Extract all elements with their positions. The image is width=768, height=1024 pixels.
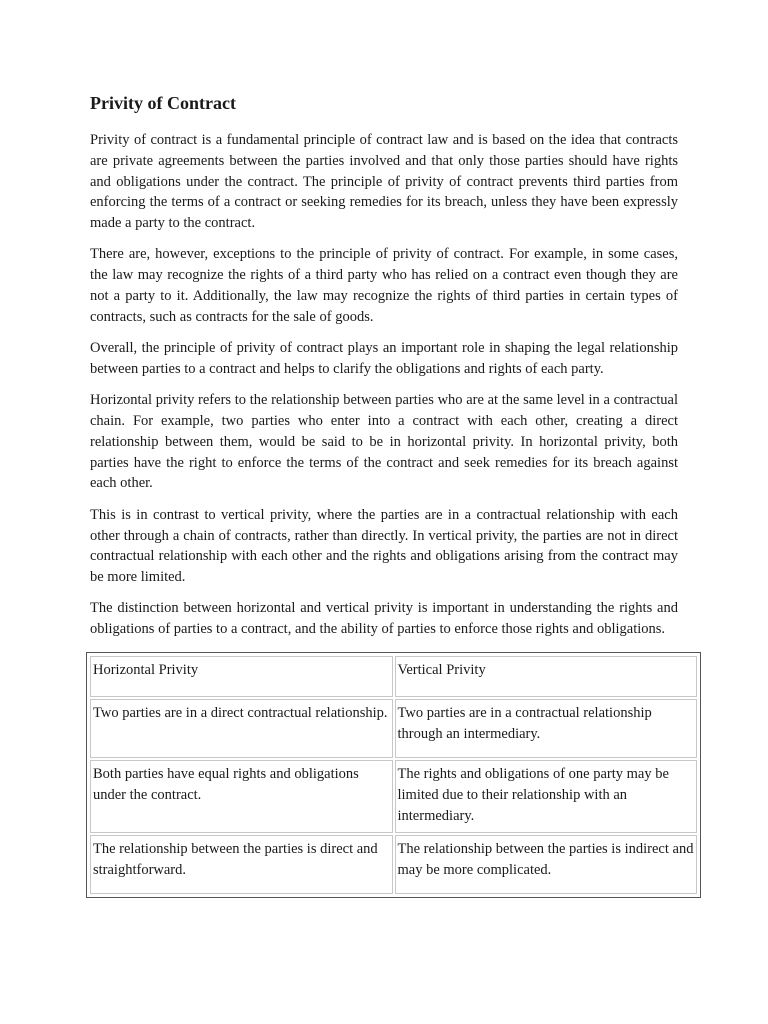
table-cell: The relationship between the parties is indirect and may be more complicated. <box>395 835 698 894</box>
table-row <box>90 699 697 758</box>
table-cell: The relationship between the parties is direct and straightforward. <box>90 835 393 894</box>
paragraph-intro: Privity of contract is a fundamental principle of contract law and is based on the idea that contracts are private agreements between the parties involved and that only those parties should have rights and obligations under the contract. The principle of privity of contract prevents third parties from enforcing the terms of a contract or seeking remedies for its breach, unless they have been expressly made a party to the contract. <box>90 132 678 232</box>
comparison-table-grid <box>88 654 699 896</box>
table-header-vertical: Vertical Privity <box>395 656 698 697</box>
paragraph-vertical-privity: This is in contrast to vertical privity, where the parties are in a contractual relationship with each other through a chain of contracts, rather than directly. In vertical privity, the parties are not in direct contractual relationship with each other and the rights and obligations arising from the contract may be more limited. <box>90 506 678 586</box>
comparison-table <box>86 652 701 898</box>
table-cell: The rights and obligations of one party may be limited due to their relationship with an intermediary. <box>395 760 698 833</box>
table-row <box>90 835 697 894</box>
paragraph-horizontal-privity: Horizontal privity refers to the relationship between parties who are at the same level in a contractual chain. For example, two parties who enter into a contract with each other, creating a direct relationship between them, would be said to be in horizontal privity. In horizontal privity, both parties have the right to enforce the terms of the contract and seek remedies for its breach against each other. <box>90 392 678 492</box>
document-title: Privity of Contract <box>90 93 236 113</box>
paragraph-distinction: The distinction between horizontal and vertical privity is important in understanding the rights and obligations of parties to a contract, and the ability of parties to enforce those rights and obligations. <box>90 600 678 638</box>
table-cell: Two parties are in a contractual relationship through an intermediary. <box>395 699 698 758</box>
table-header-horizontal: Horizontal Privity <box>90 656 393 697</box>
document-page <box>90 92 694 898</box>
table-cell: Two parties are in a direct contractual relationship. <box>90 699 393 758</box>
paragraph-overall: Overall, the principle of privity of contract plays an important role in shaping the legal relationship between parties to a contract and helps to clarify the obligations and rights of each party. <box>90 340 678 377</box>
table-cell: Both parties have equal rights and obligations under the contract. <box>90 760 393 833</box>
table-row <box>90 760 697 833</box>
table-header-row <box>90 656 697 697</box>
paragraph-exceptions: There are, however, exceptions to the principle of privity of contract. For example, in some cases, the law may recognize the rights of a third party who has relied on a contract even though they are not a party to it. Additionally, the law may recognize the rights of third parties in certain types of contracts, such as contracts for the sale of goods. <box>90 246 678 325</box>
